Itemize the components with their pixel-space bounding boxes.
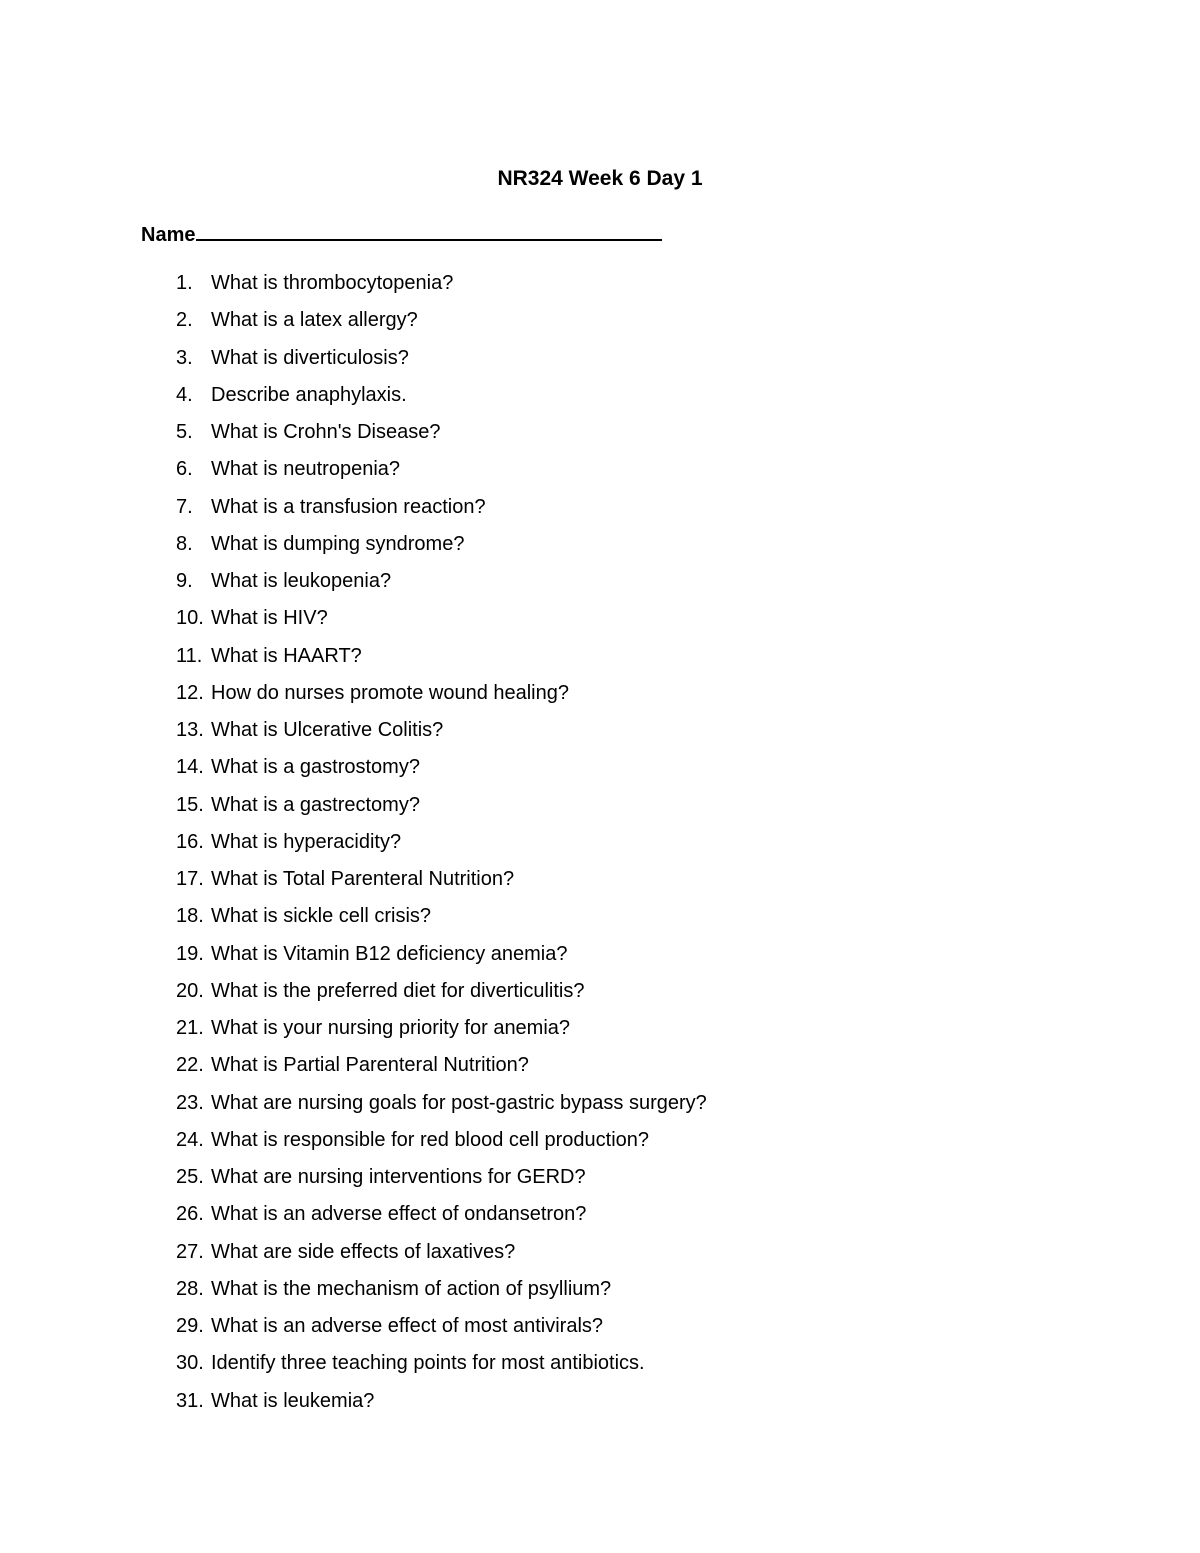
question-text: What is leukemia? xyxy=(211,1389,375,1412)
question-number: 6. xyxy=(176,458,193,481)
question-item xyxy=(0,976,1200,1013)
question-text: What is Partial Parenteral Nutrition? xyxy=(211,1054,529,1077)
question-item xyxy=(0,1386,1200,1423)
question-number: 12. xyxy=(176,681,204,704)
question-text: What is neutropenia? xyxy=(211,458,401,481)
question-number: 17. xyxy=(176,868,204,890)
question-number: 8. xyxy=(176,532,193,555)
name-field xyxy=(141,219,662,248)
question-item xyxy=(0,752,1200,789)
question-number: 27. xyxy=(176,1240,204,1263)
question-item xyxy=(0,1088,1200,1125)
question-text: What is a gastrostomy? xyxy=(211,756,420,779)
question-text: What is dumping syndrome? xyxy=(211,532,465,555)
question-text: What is Crohn's Disease? xyxy=(211,421,441,443)
question-item xyxy=(0,1050,1200,1087)
question-list xyxy=(0,268,1200,1423)
question-item xyxy=(0,790,1200,827)
question-number: 21. xyxy=(176,1017,204,1039)
question-item xyxy=(0,827,1200,864)
question-number: 15. xyxy=(176,793,204,816)
question-number: 7. xyxy=(176,495,193,518)
question-text: What is a latex allergy? xyxy=(211,309,418,332)
question-text: What are nursing goals for post-gastric bypass surgery? xyxy=(211,1091,707,1114)
question-item xyxy=(0,1162,1200,1199)
title-text: NR324 Week 6 Day 1 xyxy=(497,167,703,190)
question-number: 31. xyxy=(176,1389,204,1412)
question-item xyxy=(0,901,1200,938)
question-item xyxy=(0,343,1200,380)
question-item xyxy=(0,939,1200,976)
question-number: 1. xyxy=(176,272,193,294)
question-number: 13. xyxy=(176,719,204,741)
question-text: What is thrombocytopenia? xyxy=(211,272,454,294)
question-text: What is sickle cell crisis? xyxy=(211,905,432,928)
question-item xyxy=(0,1348,1200,1385)
question-text: What is diverticulosis? xyxy=(211,346,409,369)
question-text: What is a gastrectomy? xyxy=(211,793,420,816)
question-text: How do nurses promote wound healing? xyxy=(211,681,569,704)
question-text: What is an adverse effect of ondansetron? xyxy=(211,1203,587,1226)
question-text: What is the mechanism of action of psyllium? xyxy=(211,1277,612,1300)
question-text: Describe anaphylaxis. xyxy=(211,383,407,406)
question-item xyxy=(0,566,1200,603)
question-number: 30. xyxy=(176,1352,204,1375)
question-text: Identify three teaching points for most antibiotics. xyxy=(211,1352,645,1375)
question-item xyxy=(0,417,1200,454)
question-number: 28. xyxy=(176,1277,204,1300)
question-number: 9. xyxy=(176,570,193,592)
question-item xyxy=(0,529,1200,566)
question-item xyxy=(0,1274,1200,1311)
question-item xyxy=(0,305,1200,342)
question-text: What is Ulcerative Colitis? xyxy=(211,719,444,741)
question-item xyxy=(0,380,1200,417)
name-blank-line xyxy=(196,219,662,241)
question-number: 3. xyxy=(176,346,193,369)
question-item xyxy=(0,1237,1200,1274)
question-item xyxy=(0,268,1200,305)
question-item xyxy=(0,864,1200,901)
question-number: 20. xyxy=(176,979,204,1002)
question-text: What is HIV? xyxy=(211,607,328,630)
question-text: What is Vitamin B12 deficiency anemia? xyxy=(211,942,568,965)
question-number: 22. xyxy=(176,1054,204,1077)
question-number: 2. xyxy=(176,309,193,332)
question-number: 10. xyxy=(176,607,204,630)
question-number: 5. xyxy=(176,421,193,443)
question-number: 11. xyxy=(176,644,203,667)
question-item xyxy=(0,454,1200,491)
question-number: 4. xyxy=(176,383,193,406)
question-text: What is the preferred diet for diverticulitis? xyxy=(211,979,585,1002)
question-number: 29. xyxy=(176,1315,204,1337)
question-text: What is responsible for red blood cell production? xyxy=(211,1128,650,1151)
question-item xyxy=(0,492,1200,529)
name-label: Name xyxy=(141,224,196,246)
question-text: What is Total Parenteral Nutrition? xyxy=(211,868,515,890)
question-item xyxy=(0,641,1200,678)
question-text: What are side effects of laxatives? xyxy=(211,1240,516,1263)
question-item xyxy=(0,603,1200,640)
question-text: What is a transfusion reaction? xyxy=(211,495,486,518)
question-number: 14. xyxy=(176,756,204,779)
question-number: 26. xyxy=(176,1203,204,1226)
question-text: What is an adverse effect of most antivirals? xyxy=(211,1315,604,1337)
question-item xyxy=(0,1199,1200,1236)
question-item xyxy=(0,715,1200,752)
question-number: 24. xyxy=(176,1128,204,1151)
question-text: What is your nursing priority for anemia? xyxy=(211,1017,571,1039)
question-item xyxy=(0,1125,1200,1162)
document-title xyxy=(0,166,1200,192)
question-number: 16. xyxy=(176,830,204,853)
question-text: What is hyperacidity? xyxy=(211,830,402,853)
question-number: 23. xyxy=(176,1091,204,1114)
question-text: What are nursing interventions for GERD? xyxy=(211,1166,586,1188)
question-number: 25. xyxy=(176,1166,204,1188)
question-item xyxy=(0,678,1200,715)
question-item xyxy=(0,1013,1200,1050)
question-number: 18. xyxy=(176,905,204,928)
question-item xyxy=(0,1311,1200,1348)
question-text: What is leukopenia? xyxy=(211,570,392,592)
question-number: 19. xyxy=(176,942,204,965)
question-text: What is HAART? xyxy=(211,644,362,667)
